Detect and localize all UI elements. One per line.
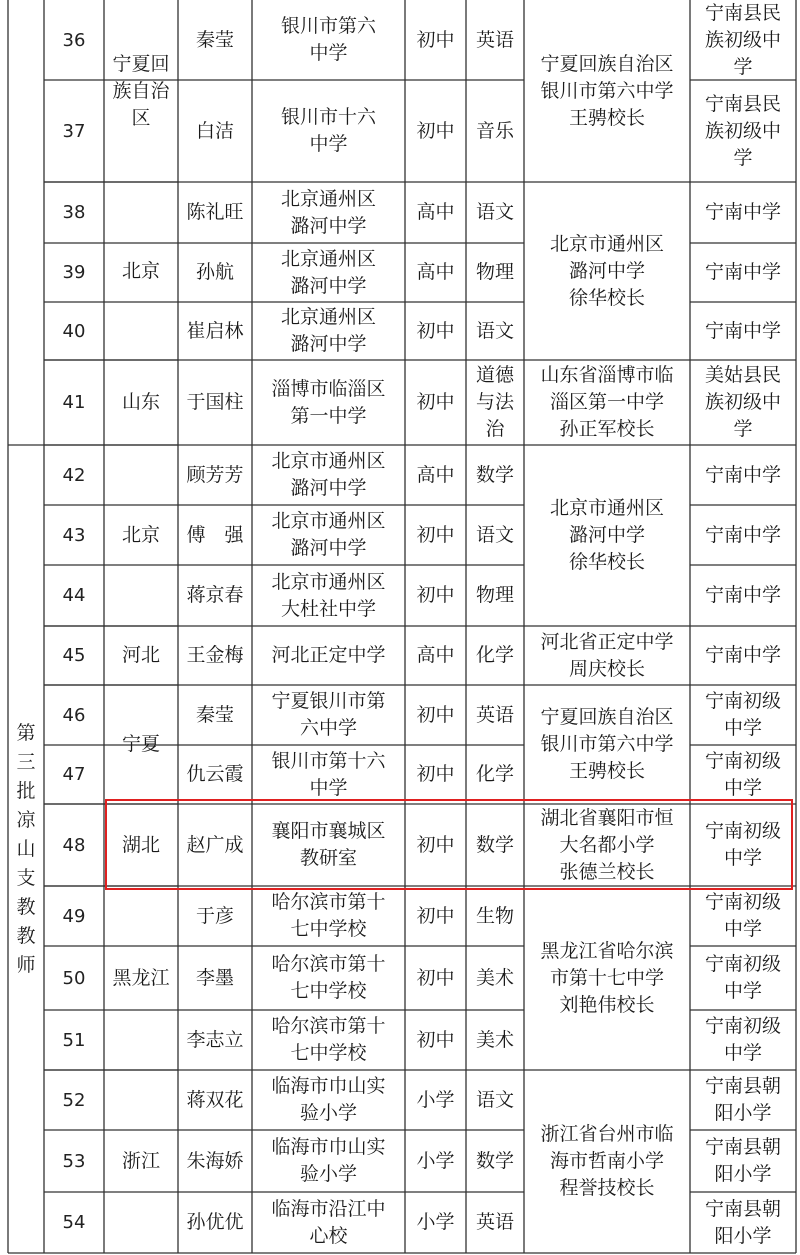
- original-school: 北京市通州区 潞河中学: [271, 510, 386, 559]
- school-level: 小学: [416, 1088, 455, 1111]
- subject: 化学: [475, 644, 514, 666]
- teacher-name: 顾芳芳: [186, 463, 244, 486]
- target-school: 宁南初级 中学: [704, 953, 781, 1002]
- target-school: 宁南县朝 阳小学: [704, 1197, 781, 1247]
- row-number: 45: [62, 645, 86, 666]
- subject: 生物: [475, 904, 514, 927]
- province: 浙江: [121, 1150, 160, 1172]
- row-number: 39: [62, 262, 86, 283]
- target-school: 宁南县民 族初级中 学: [704, 1, 781, 78]
- subject: 语文: [475, 523, 514, 546]
- school-level: 初中: [416, 1028, 455, 1051]
- subject: 美术: [475, 1028, 514, 1051]
- school-level: 初中: [416, 833, 455, 856]
- original-school: 哈尔滨市第十 七中学校: [271, 1015, 386, 1064]
- row-number: 51: [62, 1029, 86, 1051]
- school-level: 高中: [416, 644, 455, 666]
- subject: 语文: [475, 319, 514, 342]
- row-number: 53: [62, 1150, 86, 1172]
- teacher-name: 于国柱: [186, 391, 244, 413]
- teacher-name: 赵广成: [186, 833, 244, 856]
- original-school: 宁夏银川市第 六中学: [271, 690, 386, 739]
- teacher-name: 崔启林: [186, 319, 244, 342]
- pairing-principal: 山东省淄博市临 淄区第一中学 孙正军校长: [540, 364, 674, 440]
- original-school: 银川市第六 中学: [280, 15, 376, 64]
- row-number: 36: [62, 29, 86, 51]
- province: 北京: [121, 524, 160, 546]
- target-school: 宁南中学: [704, 584, 781, 606]
- subject: 物理: [475, 584, 514, 606]
- original-school: 北京市通州区 潞河中学: [271, 450, 386, 499]
- row-number: 54: [62, 1212, 86, 1233]
- target-school: 宁南初级 中学: [704, 1015, 781, 1064]
- subject: 英语: [475, 28, 514, 51]
- original-school: 临海市巾山实 验小学: [271, 1075, 386, 1124]
- original-school: 北京通州区 潞河中学: [280, 306, 376, 355]
- target-school: 宁南初级 中学: [704, 690, 781, 739]
- subject: 英语: [475, 1211, 514, 1233]
- target-school: 宁南县朝 阳小学: [704, 1075, 781, 1124]
- subject: 化学: [475, 763, 514, 785]
- teacher-name: 李墨: [195, 966, 234, 989]
- province: 黑龙江: [112, 966, 170, 989]
- subject: 美术: [475, 966, 514, 989]
- teacher-name: 朱海娇: [186, 1149, 244, 1172]
- target-school: 宁南县朝 阳小学: [704, 1136, 781, 1185]
- province: 山东: [121, 391, 160, 413]
- original-school: 襄阳市襄城区 教研室: [271, 820, 386, 869]
- school-level: 高中: [416, 463, 455, 486]
- province: 湖北: [121, 833, 160, 856]
- subject: 语文: [475, 201, 514, 223]
- original-school: 银川市十六 中学: [280, 106, 376, 155]
- school-level: 小学: [416, 1149, 455, 1172]
- original-school: 北京通州区 潞河中学: [280, 247, 376, 297]
- target-school: 宁南中学: [704, 523, 781, 546]
- row-number: 52: [62, 1089, 86, 1111]
- school-level: 高中: [416, 261, 455, 283]
- original-school: 银川市第十六 中学: [271, 749, 386, 799]
- target-school: 宁南县民 族初级中 学: [704, 92, 781, 169]
- target-school: 宁南中学: [704, 644, 781, 666]
- row-number: 42: [62, 464, 86, 486]
- row-number: 46: [62, 704, 86, 726]
- target-school: 宁南初级 中学: [704, 891, 781, 940]
- original-school: 哈尔滨市第十 七中学校: [271, 953, 386, 1002]
- subject: 物理: [475, 261, 514, 283]
- subject: 语文: [475, 1088, 514, 1111]
- teacher-name: 秦莹: [195, 703, 234, 726]
- pairing-principal: 浙江省台州市临 海市哲南小学 程誉技校长: [540, 1123, 674, 1199]
- pairing-principal: 宁夏回族自治区 银川市第六中学 王骋校长: [540, 706, 674, 782]
- original-school: 临海市沿江中 心校: [271, 1197, 386, 1247]
- row-number: 38: [62, 202, 86, 223]
- province: 北京: [121, 259, 160, 282]
- teacher-name: 孙航: [195, 261, 234, 283]
- target-school: 宁南中学: [704, 201, 781, 223]
- school-level: 初中: [416, 28, 455, 51]
- school-level: 初中: [416, 966, 455, 989]
- teacher-name: 于彦: [195, 904, 234, 927]
- teacher-name: 秦莹: [195, 28, 234, 51]
- highlight-box-row-48: [105, 799, 793, 890]
- original-school: 临海市巾山实 验小学: [271, 1136, 386, 1185]
- batch-group-label: 第 三 批 凉 山 支 教 教 师: [16, 721, 36, 976]
- school-level: 初中: [416, 119, 455, 142]
- teacher-name: 仇云霞: [186, 763, 244, 785]
- pairing-principal: 黑龙江省哈尔滨 市第十七中学 刘艳伟校长: [540, 939, 674, 1016]
- teacher-name: 蒋京春: [186, 584, 244, 606]
- row-number: 44: [62, 585, 86, 606]
- subject: 数学: [475, 1149, 514, 1172]
- province: 宁夏回 族自治 区: [112, 52, 170, 129]
- school-level: 初中: [416, 391, 455, 413]
- school-level: 初中: [416, 319, 455, 342]
- subject: 数学: [475, 463, 514, 486]
- school-level: 高中: [416, 201, 455, 223]
- subject: 英语: [475, 703, 514, 726]
- teacher-name: 李志立: [186, 1028, 244, 1051]
- row-number: 49: [62, 905, 86, 927]
- row-number: 37: [62, 120, 86, 142]
- school-level: 小学: [416, 1211, 455, 1233]
- subject: 道德 与法 治: [475, 364, 514, 440]
- original-school: 北京市通州区 大杜社中学: [271, 570, 386, 620]
- province: 河北: [121, 644, 160, 666]
- original-school: 淄博市临淄区 第一中学: [271, 377, 386, 427]
- pairing-principal: 湖北省襄阳市恒 大名都小学 张德兰校长: [540, 806, 674, 883]
- row-number: 41: [62, 392, 86, 413]
- original-school: 哈尔滨市第十 七中学校: [271, 891, 386, 940]
- school-level: 初中: [416, 523, 455, 546]
- school-level: 初中: [416, 584, 455, 606]
- school-level: 初中: [416, 904, 455, 927]
- row-number: 50: [62, 967, 86, 989]
- target-school: 宁南中学: [704, 319, 781, 342]
- subject: 音乐: [475, 119, 514, 142]
- target-school: 宁南中学: [704, 261, 781, 283]
- pairing-principal: 北京市通州区 潞河中学 徐华校长: [549, 232, 664, 309]
- province: 宁夏: [121, 733, 160, 755]
- pairing-principal: 宁夏回族自治区 银川市第六中学 王骋校长: [540, 52, 674, 129]
- teacher-name: 傅 强: [186, 523, 244, 546]
- school-level: 初中: [416, 703, 455, 726]
- target-school: 宁南初级 中学: [704, 749, 781, 799]
- teacher-name: 陈礼旺: [186, 201, 244, 223]
- teacher-name: 白洁: [195, 119, 234, 142]
- row-number: 47: [62, 764, 86, 785]
- row-number: 48: [62, 834, 86, 856]
- school-level: 初中: [416, 763, 455, 785]
- target-school: 宁南初级 中学: [704, 820, 781, 869]
- target-school: 美姑县民 族初级中 学: [704, 364, 781, 440]
- pairing-principal: 北京市通州区 潞河中学 徐华校长: [549, 497, 664, 573]
- original-school: 河北正定中学: [271, 644, 386, 666]
- pairing-principal: 河北省正定中学 周庆校长: [540, 630, 674, 680]
- subject: 数学: [475, 833, 514, 856]
- teacher-name: 孙优优: [186, 1211, 244, 1233]
- teacher-name: 王金梅: [186, 644, 244, 666]
- row-number: 40: [62, 320, 86, 342]
- row-number: 43: [62, 524, 86, 546]
- target-school: 宁南中学: [704, 463, 781, 486]
- teacher-name: 蒋双花: [186, 1088, 244, 1111]
- original-school: 北京通州区 潞河中学: [280, 187, 376, 237]
